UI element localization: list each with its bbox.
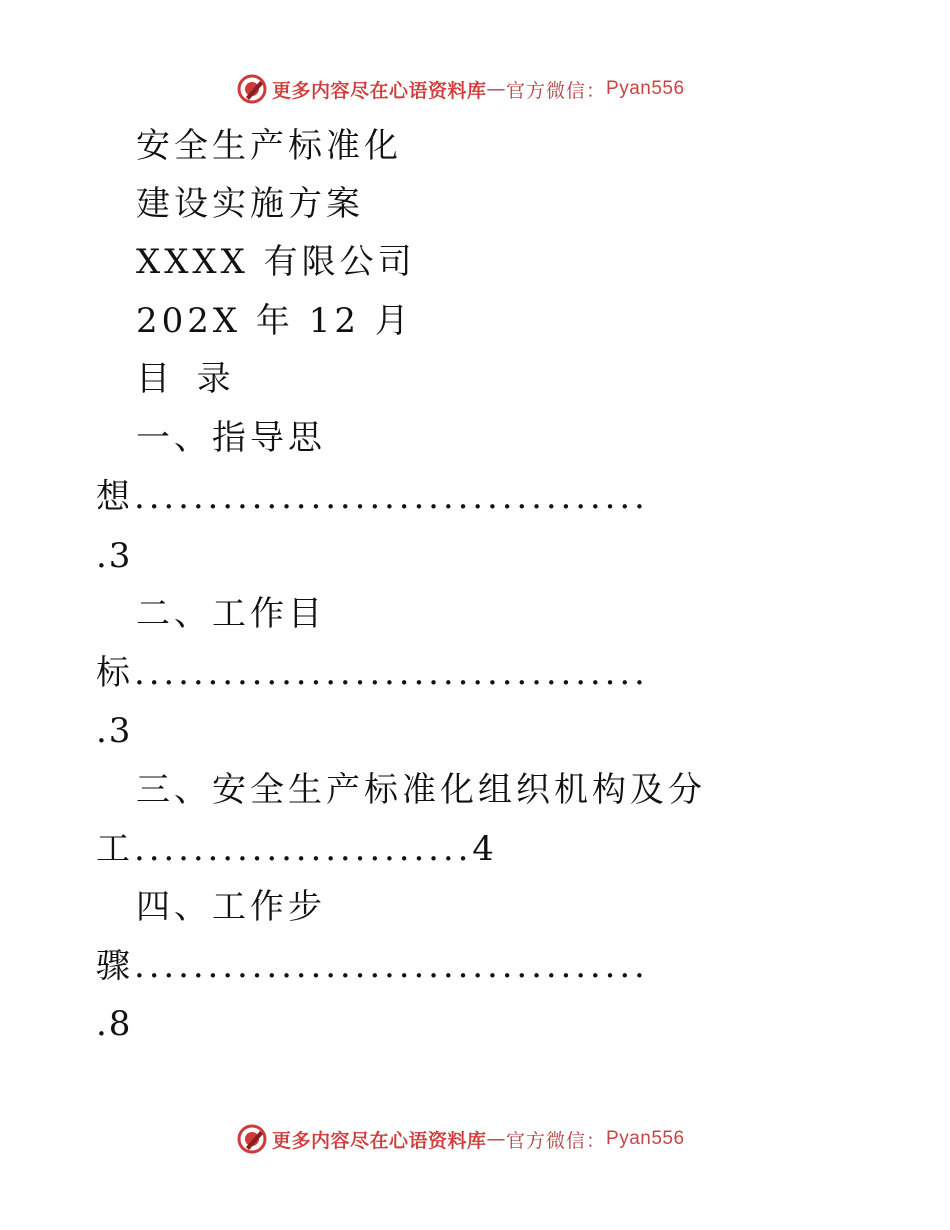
- cover-title-line-2: 建设实施方案: [136, 184, 364, 224]
- toc-entry-2-page: .3: [96, 711, 133, 751]
- cover-company: XXXX 有限公司: [136, 242, 416, 282]
- banner-wechat-label: 官方微信：: [506, 1129, 607, 1152]
- toc-entry-2-dots: ...................................: [134, 653, 649, 693]
- banner-wechat-id: Pyan556: [606, 78, 685, 99]
- toc-entry-1-title-end: 想: [96, 477, 134, 517]
- banner-separator: —: [486, 78, 507, 100]
- toc-entry-3-leader[interactable]: [96, 829, 496, 869]
- toc-heading: 目 录: [136, 359, 239, 399]
- banner-main-text: 更多内容尽在心语资料库: [272, 1129, 487, 1152]
- footer-watermark-banner: [236, 1122, 685, 1156]
- toc-entry-3-dots: .......................: [134, 829, 473, 869]
- toc-entry-1-leader[interactable]: [96, 477, 649, 517]
- toc-entry-1-page: .3: [96, 536, 133, 576]
- header-watermark-banner: [236, 72, 685, 106]
- pen-circle-logo-icon: [236, 1123, 268, 1155]
- toc-entry-3-title-end: 工: [96, 829, 134, 869]
- banner-wechat-id: Pyan556: [606, 1128, 685, 1149]
- cover-title-line-1: 安全生产标准化: [136, 126, 402, 166]
- toc-entry-2-leader[interactable]: [96, 653, 649, 693]
- toc-entry-4-title-end: 骤: [96, 946, 134, 986]
- banner-separator: —: [486, 1128, 507, 1150]
- banner-main-text: 更多内容尽在心语资料库: [272, 79, 487, 102]
- toc-entry-4-page: .8: [96, 1004, 133, 1044]
- toc-entry-4-title[interactable]: 四、工作步: [136, 887, 326, 927]
- toc-entry-4-dots: ...................................: [134, 946, 649, 986]
- toc-entry-2-title[interactable]: 二、工作目: [136, 594, 326, 634]
- toc-entry-1-title[interactable]: 一、指导思: [136, 418, 326, 458]
- pen-circle-logo-icon: [236, 73, 268, 105]
- banner-wechat-label: 官方微信：: [506, 79, 607, 102]
- cover-date: 202X 年 12 月: [136, 301, 413, 341]
- toc-entry-4-leader[interactable]: [96, 946, 649, 986]
- toc-entry-2-title-end: 标: [96, 653, 134, 693]
- toc-entry-3-page: 4: [472, 829, 496, 869]
- toc-entry-3-title[interactable]: 三、安全生产标准化组织机构及分: [136, 770, 706, 810]
- toc-entry-1-dots: ...................................: [134, 477, 649, 517]
